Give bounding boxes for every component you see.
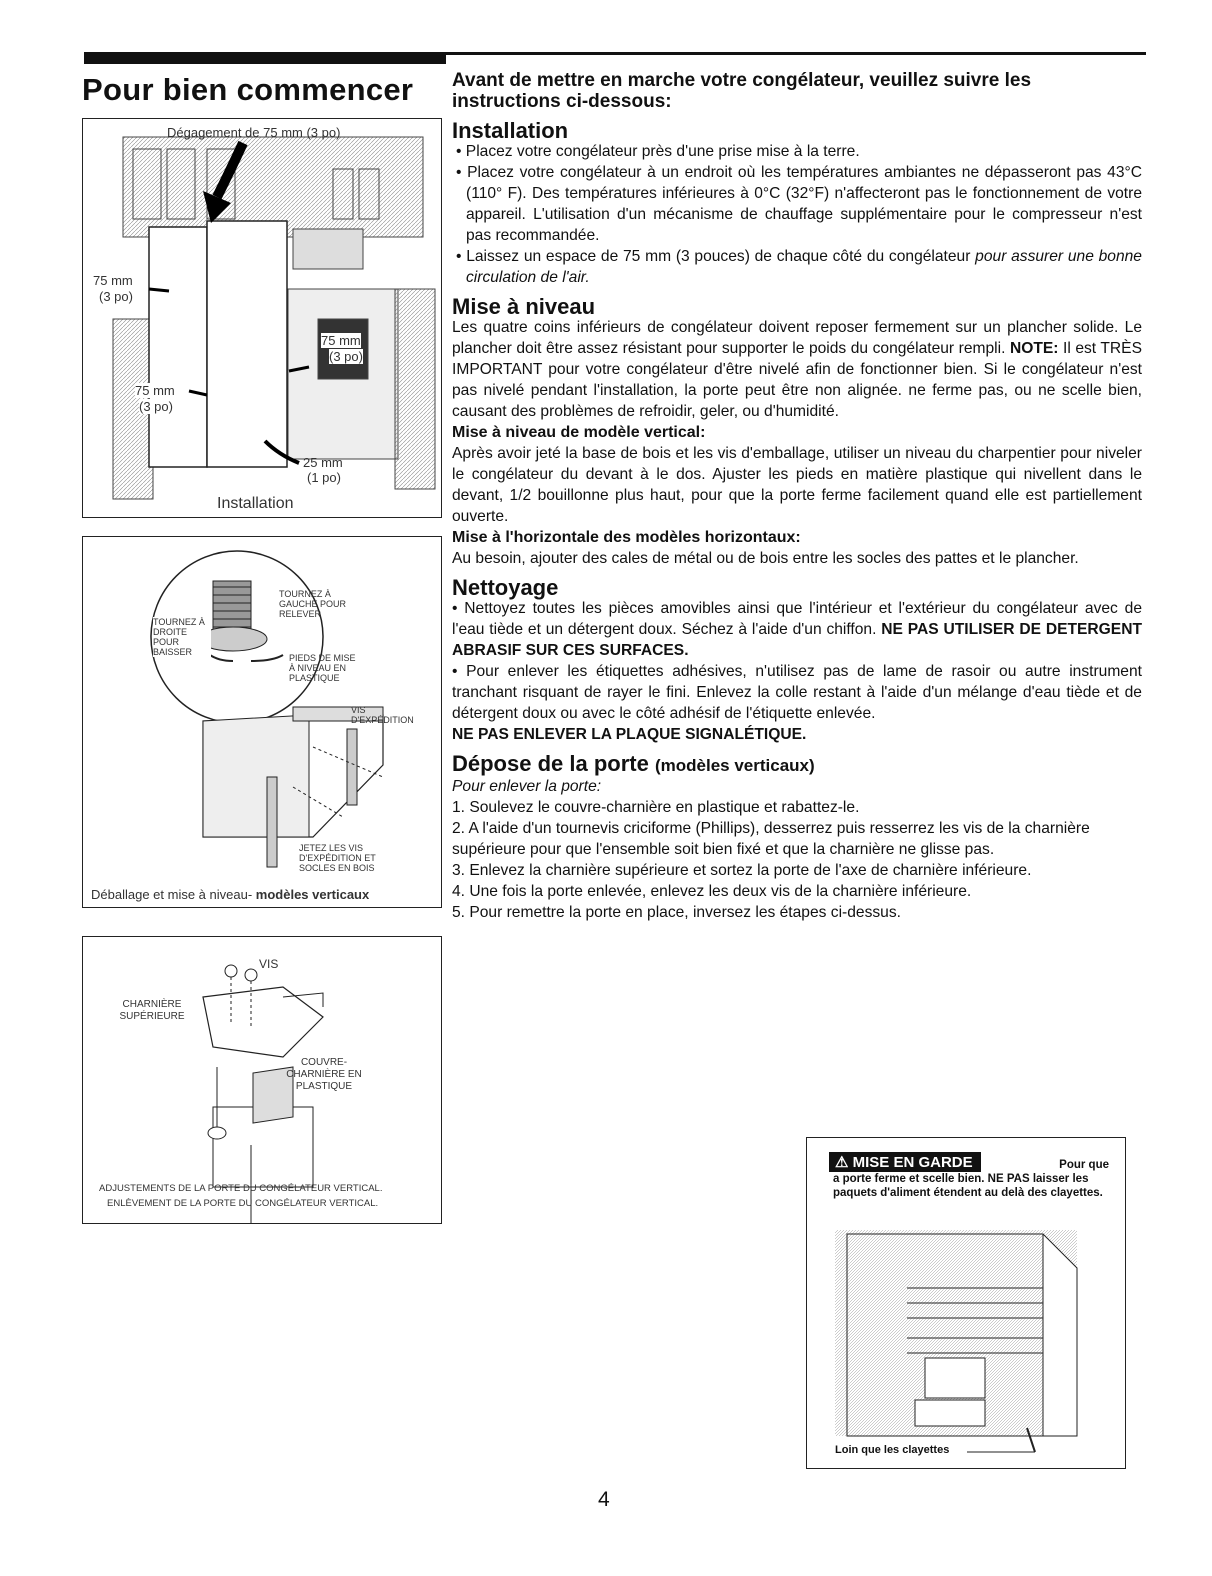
warning-lead: Pour que bbox=[1059, 1159, 1109, 1171]
main-content bbox=[452, 70, 1142, 923]
intro-heading: Avant de mettre en marche votre congélateur, veuillez suivre les instructions ci-dessous: bbox=[452, 70, 1032, 112]
inner-dimension-sub: (3 po) bbox=[139, 399, 173, 414]
top-hinge-label: CHARNIÈRE SUPÉRIEURE bbox=[119, 999, 185, 1022]
leveling-heading: Mise à niveau bbox=[452, 294, 596, 319]
figure-caption: Installation bbox=[217, 495, 294, 512]
installation-bullet-3 bbox=[452, 246, 1142, 288]
cleaning-p1-a: • Nettoyez toutes les pièces amovibles ainsi que l'intérieur et l'extérieur du congélateur avec de l'eau tiède et un détergent doux. Séchez à l'aide d'un chiffon. bbox=[452, 600, 1142, 638]
screw-label: VIS bbox=[259, 957, 279, 971]
clearance-label: Dégagement de 75 mm (3 po) bbox=[167, 125, 341, 140]
installation-bullet-1: • Placez votre congélateur près d'une prise mise à la terre. bbox=[456, 143, 860, 160]
door-removal-step: 3. Enlevez la charnière supérieure et sortez la porte de l'axe de charnière inférieure. bbox=[452, 862, 1032, 879]
shipping-screws-label: VIS D'EXPÉDITION bbox=[351, 705, 414, 725]
door-removal-intro: Pour enlever la porte: bbox=[452, 778, 602, 795]
page-title: Pour bien commencer bbox=[82, 72, 414, 107]
installation-bullet-2: • Placez votre congélateur à un endroit où les températures ambiantes ne dépasseront pas 43°C (110° F). Des températures inférieures à 0°C (32°F) n'affecteront pas le fonctionnement de votre appareil. L'utilisation d'un mécanisme de chauffage supplémentaire pour le compresseur n'est pas recommandée. bbox=[456, 164, 1142, 244]
turn-right-label: TOURNEZ À DROITE POUR BAISSER bbox=[153, 617, 211, 657]
door-removal-heading bbox=[452, 753, 1142, 776]
warning-badge-label: MISE EN GARDE bbox=[852, 1154, 973, 1171]
leveling-paragraph-2: Après avoir jeté la base de bois et les vis d'emballage, utiliser un niveau du charpentier pour niveler le congélateur du devant à le dos. Ajuster les pieds en matière plastique qui nivellent dans le devant, 1/2 bouillonne plus haut, pour que la porte ferme facilement quand elle est partiellement ouverte. bbox=[452, 445, 1142, 525]
right-dimension: 75 mm bbox=[321, 333, 361, 348]
cleaning-paragraph-1 bbox=[452, 598, 1142, 661]
door-removal-step: 1. Soulevez le couvre-charnière en plastique et rabattez-le. bbox=[452, 799, 860, 816]
kitchen-illustration bbox=[83, 119, 441, 517]
discard-screws-label: JETEZ LES VIS D'EXPÉDITION ET SOCLES EN BOIS bbox=[299, 843, 376, 873]
bottom-dimension: 25 mm bbox=[303, 455, 343, 470]
figure-caption-2: ENLÈVEMENT DE LA PORTE DU CONGÉLATEUR VERTICAL. bbox=[107, 1198, 379, 1209]
installation-figure bbox=[82, 118, 442, 518]
horizontal-leveling-heading: Mise à l'horizontale des modèles horizontaux: bbox=[452, 529, 801, 546]
caption-bold: modèles verticaux bbox=[255, 887, 370, 902]
door-removal-sub: (modèles verticaux) bbox=[654, 756, 815, 775]
leveling-p1-a: Les quatre coins inférieurs de congélateur doivent reposer fermement sur un plancher solide. Le plancher doit être assez résistant pour supporter le poids du congélateur rempli. bbox=[452, 319, 1142, 357]
warning-body: a porte ferme et scelle bien. NE PAS laisser les paquets d'aliment étendent au delà des clayettes. bbox=[833, 1173, 1103, 1199]
leveling-feet-label: PIEDS DE MISE À NIVEAU EN PLASTIQUE bbox=[289, 653, 356, 683]
figure-caption bbox=[91, 887, 369, 902]
door-removal-step: 2. A l'aide d'un tournevis criciforme (Phillips), desserrez puis resserrez les vis de la charnière supérieure pour que l'ensemble soit bien fixé et que la charnière ne glisse pas. bbox=[452, 820, 1090, 858]
door-removal-step: 4. Une fois la porte enlevée, enlevez les deux vis de la charnière inférieure. bbox=[452, 883, 972, 900]
bullet3-italic: pour assurer une bonne circulation de l'air. bbox=[466, 248, 1142, 286]
leveling-paragraph-3: Au besoin, ajouter des cales de métal ou de bois entre les socles des pattes et le plancher. bbox=[452, 550, 1079, 567]
installation-heading: Installation bbox=[452, 118, 569, 143]
left-dimension: 75 mm bbox=[93, 273, 133, 288]
cleaning-p1-b: NE PAS UTILISER DE DETERGENT ABRASIF SUR CES SURFACES. bbox=[452, 621, 1142, 659]
leveling-paragraph-1 bbox=[452, 317, 1142, 422]
title-rule bbox=[84, 52, 446, 64]
door-removal-step: 5. Pour remettre la porte en place, inversez les étapes ci-dessus. bbox=[452, 904, 901, 921]
warning-triangle-icon: ⚠ bbox=[835, 1154, 849, 1171]
cleaning-section bbox=[452, 577, 1142, 745]
leveling-figure bbox=[82, 536, 442, 908]
cleaning-heading: Nettoyage bbox=[452, 575, 559, 600]
door-removal-section bbox=[452, 753, 1142, 923]
leveling-p1-b: Il est TRÈS IMPORTANT pour votre congélateur d'être nivelé afin de fonctionner bien. Si le congélateur n'est pas nivelé pendant l'installation, la porte peut être non alignée. ne ferme pas, ou ne scelle bien, causant des problèmes de refroidir, geler, ou d'humidité. bbox=[452, 340, 1142, 420]
caption-plain: Déballage et mise à niveau- bbox=[91, 887, 253, 902]
vertical-leveling-heading: Mise à niveau de modèle vertical: bbox=[452, 424, 706, 441]
cleaning-paragraph-3: NE PAS ENLEVER LA PLAQUE SIGNALÉTIQUE. bbox=[452, 726, 807, 743]
warning-box bbox=[806, 1137, 1126, 1469]
hinge-cover-label: COUVRE-CHARNIÈRE EN PLASTIQUE bbox=[286, 1057, 362, 1092]
installation-section bbox=[452, 120, 1142, 288]
cleaning-paragraph-2: • Pour enlever les étiquettes adhésives, n'utilisez pas de lame de rasoir ou autre instrument tranchant risquant de rayer le fini. Enlevez la colle restant à l'aide d'un mélange d'eau tiède et de détergent doux ou avec le côté adhésif de l'étiquette enlevée. bbox=[452, 663, 1142, 722]
turn-left-label: TOURNEZ À GAUCHE POUR RELEVER bbox=[279, 589, 347, 619]
shelf-illustration bbox=[807, 1138, 1125, 1468]
left-dimension-sub: (3 po) bbox=[99, 289, 133, 304]
leveling-section bbox=[452, 296, 1142, 569]
right-dimension-sub: (3 po) bbox=[329, 349, 363, 364]
leveling-note: NOTE: bbox=[1009, 340, 1059, 357]
shelf-label: Loin que les clayettes bbox=[835, 1444, 950, 1456]
page-number: 4 bbox=[598, 1488, 610, 1511]
bullet3-text: • Laissez un espace de 75 mm (3 pouces) de chaque côté du congélateur bbox=[456, 248, 971, 265]
inner-dimension: 75 mm bbox=[135, 383, 175, 398]
bottom-dimension-sub: (1 po) bbox=[307, 470, 341, 485]
door-removal-title: Dépose de la porte bbox=[452, 751, 649, 776]
hinge-figure bbox=[82, 936, 442, 1224]
figure-caption-1: ADJUSTEMENTS DE LA PORTE DU CONGÉLATEUR VERTICAL. bbox=[99, 1183, 383, 1194]
